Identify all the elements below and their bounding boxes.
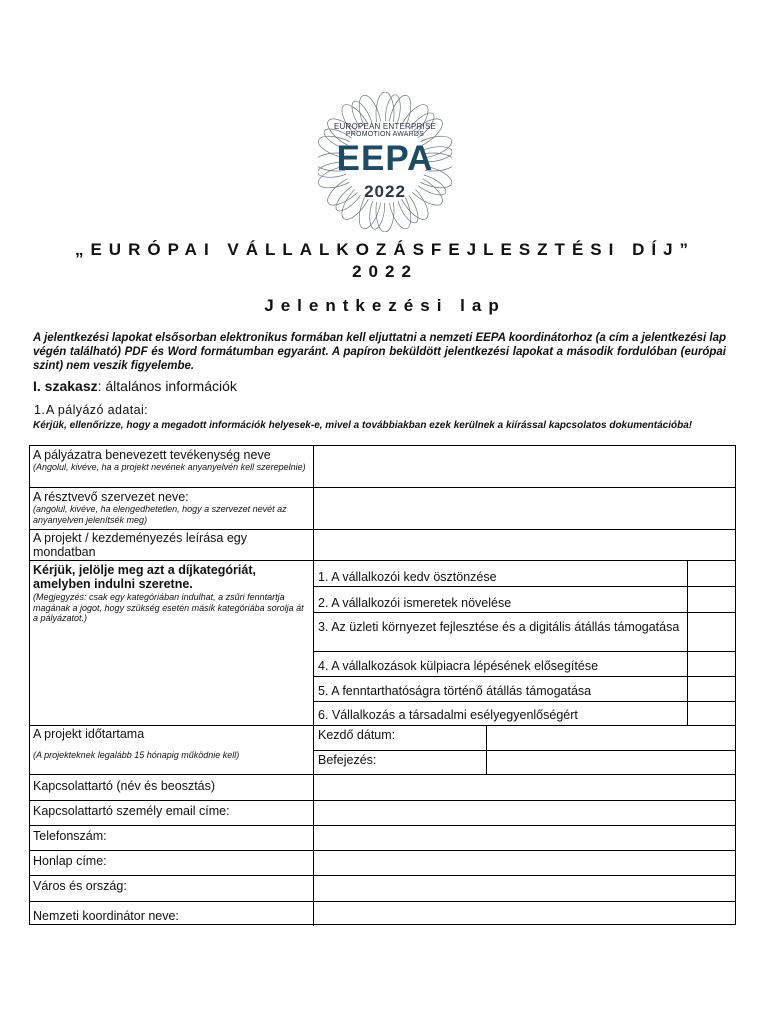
applicant-heading (34, 403, 149, 417)
national-coordinator-field[interactable] (315, 902, 734, 924)
category-checkbox-2[interactable] (689, 587, 734, 611)
category-option-6: 6. Vállalkozás a társadalmi esélyegyenlőségért (318, 708, 578, 722)
intro-paragraph: A jelentkezési lapokat elsősorban elektronikus formában kell eljuttatni a nemzeti EEPA koordinátorhoz (a cím a jelentkezési lap végén található) PDF és Word formátumban egyaránt. A papíron beküldött jelentkezési lapokat a második fordulóban (európai szint) nem veszik figyelembe. (33, 332, 726, 372)
category-option-5: 5. A fenntarthatóságra történő átállás támogatása (318, 684, 592, 698)
logo-year: 2022 (364, 182, 406, 201)
section-title: : általános információk (97, 378, 237, 394)
org-name-hint: (angolul, kivéve, ha elengedhetetlen, hogy a szervezet nevét az anyanyelven jelenítsék meg) (33, 504, 287, 525)
category-checkbox-4[interactable] (689, 652, 734, 675)
activity-name-label (33, 448, 311, 473)
category-divider (313, 651, 735, 652)
row-divider (30, 560, 735, 561)
national-coordinator-label: Nemzeti koordinátor neve: (33, 909, 179, 923)
category-checkbox-5[interactable] (689, 677, 734, 700)
contact-email-label: Kapcsolattartó személy email címe: (33, 804, 230, 818)
logo-wordmark: EEPA (336, 139, 434, 178)
project-desc-label: A projekt / kezdeményezés leírása egy mondatban (33, 531, 248, 559)
category-divider (313, 701, 735, 702)
start-date-field[interactable] (488, 726, 734, 749)
category-checkbox-1[interactable] (689, 561, 734, 585)
category-option-4: 4. A vállalkozások külpiacra lépésének elősegítése (318, 659, 599, 673)
eepa-logo (318, 92, 452, 232)
end-date-field[interactable] (488, 751, 734, 773)
start-date-label: Kezdő dátum: (318, 728, 396, 742)
category-divider (313, 586, 735, 587)
page-title-year: 2022 (352, 262, 418, 281)
duration-label: A projekt időtartama (33, 727, 145, 741)
activity-name-field[interactable] (315, 447, 734, 486)
category-title: Kérjük, jelölje meg azt a díjkategóriát, amelyben indulni szeretne. (33, 563, 256, 591)
section-heading (33, 378, 237, 394)
category-label (33, 563, 309, 624)
org-name-label (33, 490, 303, 525)
column-divider (313, 446, 314, 926)
category-divider (313, 676, 735, 677)
logo-text-line2: PROMOTION AWARDS (345, 131, 425, 138)
org-name-field[interactable] (315, 489, 734, 528)
phone-label: Telefonszám: (33, 829, 107, 843)
city-country-label: Város és ország: (33, 879, 127, 893)
category-option-2: 2. A vállalkozói ismeretek növelése (318, 596, 512, 610)
category-checkbox-3[interactable] (689, 613, 734, 650)
category-checkbox-6[interactable] (689, 702, 734, 724)
applicant-number: 1. (34, 403, 46, 417)
org-name-title: A résztvevő szervezet neve: (33, 490, 189, 504)
applicant-label: A pályázó adatai: (46, 403, 149, 417)
row-divider (30, 529, 735, 530)
city-country-field[interactable] (315, 876, 734, 900)
page-title: „EURÓPAI VÁLLALKOZÁSFEJLESZTÉSI DÍJ” (74, 240, 696, 259)
section-label: I. szakasz (33, 378, 98, 394)
activity-name-title: A pályázatra benevezett tevékenység neve (33, 448, 271, 462)
category-divider (313, 612, 735, 613)
duration-hint: (A projekteknek legalább 15 hónapig működnie kell) (33, 750, 240, 760)
applicant-note: Kérjük, ellenőrizze, hogy a megadott információk helyesek-e, mivel a továbbiakban ezek kerülnek a kiírással kapcsolatos dokumentációba! (33, 420, 693, 431)
end-date-label: Befejezés: (318, 753, 377, 767)
activity-name-hint: (Angolul, kivéve, ha a projekt nevének anyanyelvén kell szerepelnie) (33, 462, 306, 472)
category-option-1: 1. A vállalkozói kedv ösztönzése (318, 570, 497, 584)
application-form (29, 445, 736, 925)
website-label: Honlap címe: (33, 854, 107, 868)
contact-email-field[interactable] (315, 801, 734, 824)
row-divider (30, 487, 735, 488)
phone-field[interactable] (315, 826, 734, 849)
page-subtitle: Jelentkezési lap (264, 296, 506, 315)
category-hint: (Megjegyzés: csak egy kategóriában indulhat, a zsűri fenntartja magának a jogot, hogy szükség esetén másik kategóriába sorolja át a pályázatot.) (33, 592, 304, 623)
website-field[interactable] (315, 851, 734, 874)
contact-label: Kapcsolattartó (név és beosztás) (33, 779, 216, 793)
contact-field[interactable] (315, 775, 734, 799)
project-desc-field[interactable] (315, 531, 734, 559)
category-option-3: 3. Az üzleti környezet fejlesztése és a digitális átállás támogatása (318, 620, 680, 634)
logo-text-line1: EUROPEAN ENTERPRISE (333, 122, 437, 131)
